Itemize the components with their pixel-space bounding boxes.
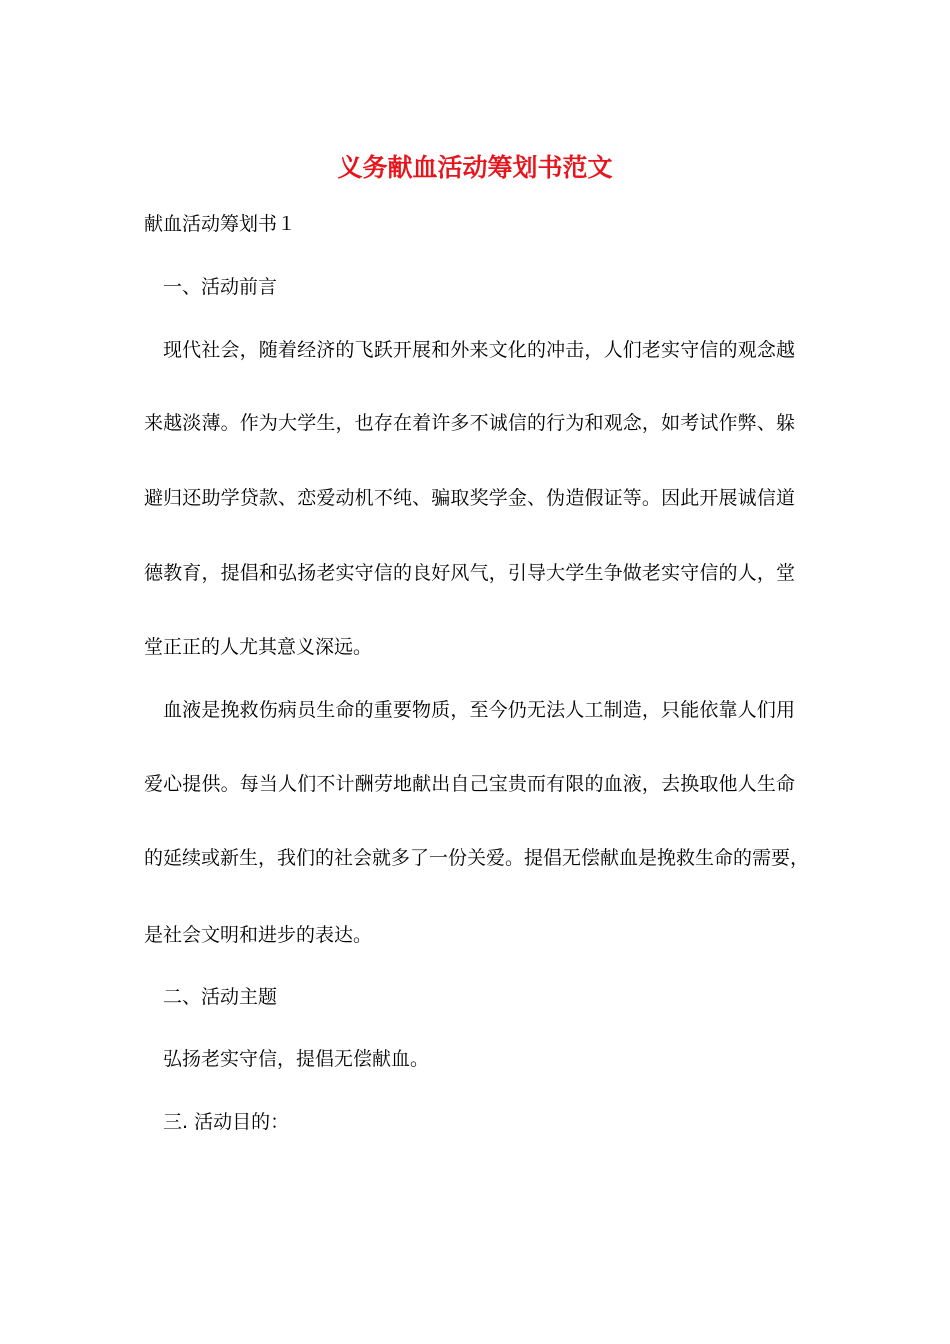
document-subtitle: 献血活动筹划书１ [144, 213, 297, 235]
paragraph-line: 是社会文明和进步的表达。 [144, 924, 373, 946]
section-heading-preface: 一、活动前言 [163, 276, 278, 298]
paragraph-line: 德教育，提倡和弘扬老实守信的良好风气，引导大学生争做老实守信的人，堂 [144, 562, 795, 584]
section-heading-theme: 二、活动主题 [163, 986, 278, 1008]
paragraph-line: 现代社会，随着经济的飞跃开展和外来文化的冲击，人们老实守信的观念越 [163, 339, 795, 361]
theme-text: 弘扬老实守信，提倡无偿献血。 [163, 1048, 430, 1070]
paragraph-line: 的延续或新生，我们的社会就多了一份关爱。提倡无偿献血是挽救生命的需要， [144, 847, 810, 869]
paragraph-line: 避归还助学贷款、恋爱动机不纯、骗取奖学金、伪造假证等。因此开展诚信道 [144, 487, 795, 509]
paragraph-line: 爱心提供。每当人们不计酬劳地献出自己宝贵而有限的血液，去换取他人生命 [144, 773, 795, 795]
paragraph-line: 血液是挽救伤病员生命的重要物质，至今仍无法人工制造，只能依靠人们用 [163, 699, 795, 721]
document-title: 义务献血活动筹划书范文 [337, 153, 613, 182]
section-heading-purpose: 三. 活动目的： [163, 1111, 290, 1133]
paragraph-line: 堂正正的人尤其意义深远。 [144, 636, 373, 658]
paragraph-line: 来越淡薄。作为大学生，也存在着许多不诚信的行为和观念，如考试作弊、躲 [144, 412, 795, 434]
